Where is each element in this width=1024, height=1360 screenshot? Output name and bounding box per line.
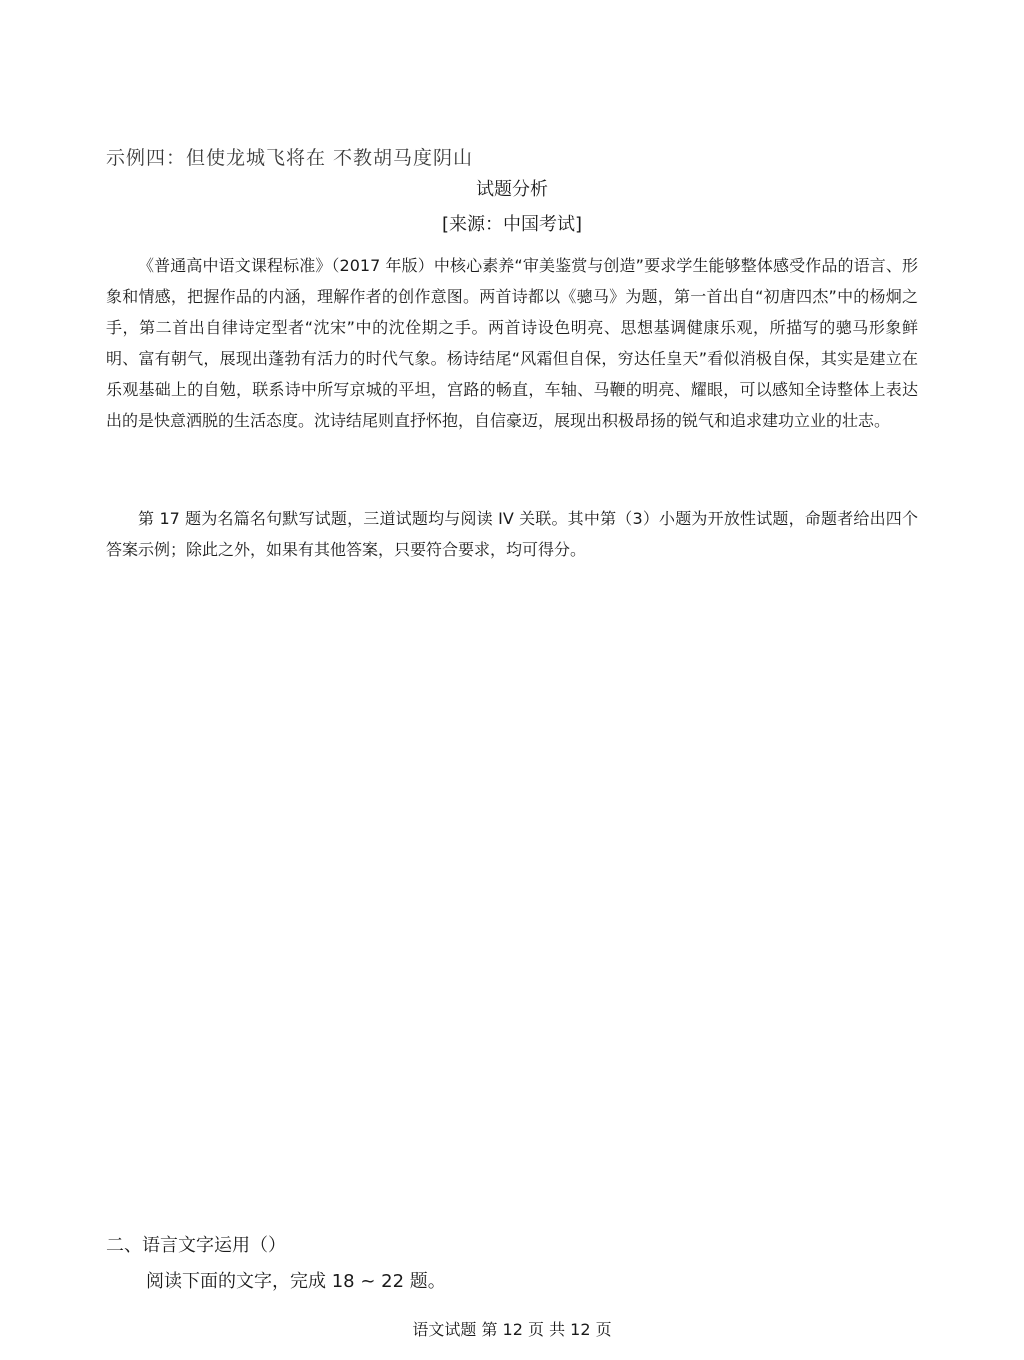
analysis-paragraph-1: 《普通高中语文课程标准》（2017 年版）中核心素养“审美鉴赏与创造”要求学生能够整体感受作品的语言、形象和情感，把握作品的内涵，理解作者的创作意图。两首诗都以《骢马》为题，第一首出自“初唐四杰”中的杨炯之手，第二首出自律诗定型者“沈宋”中的沈佺期之手。两首诗设色明亮、思想基调健康乐观，所描写的骢马形象鲜明、富有朝气，展现出蓬勃有活力的时代气象。杨诗结尾“风霜但自保，穷达任皇天”看似消极自保，其实是建立在乐观基础上的自勉，联系诗中所写京城的平坦，宫路的畅直，车轴、马鞭的明亮、耀眼，可以感知全诗整体上表达出的是快意洒脱的生活态度。沈诗结尾则直抒怀抱，自信豪迈，展现出积极昂扬的锐气和追求建功立业的壮志。 [106,256,918,430]
source-note: [来源：中国考试] [441,214,583,235]
analysis-paragraph-2: 第 17 题为名篇名句默写试题，三道试题均与阅读 IV 关联。其中第（3）小题为开放性试题，命题者给出四个答案示例；除此之外，如果有其他答案，只要符合要求，均可得分。 [106,509,918,559]
section-two-heading: 二、语言文字运用（） [106,1235,286,1256]
page-footer: 语文试题 第 12 页 共 12 页 [412,1320,612,1339]
section-two-instruction: 阅读下面的文字，完成 18 ~ 22 题。 [146,1271,446,1292]
analysis-title: 试题分析 [476,179,548,200]
answer-example-four: 示例四：但使龙城飞将在 不教胡马度阴山 [106,147,474,169]
